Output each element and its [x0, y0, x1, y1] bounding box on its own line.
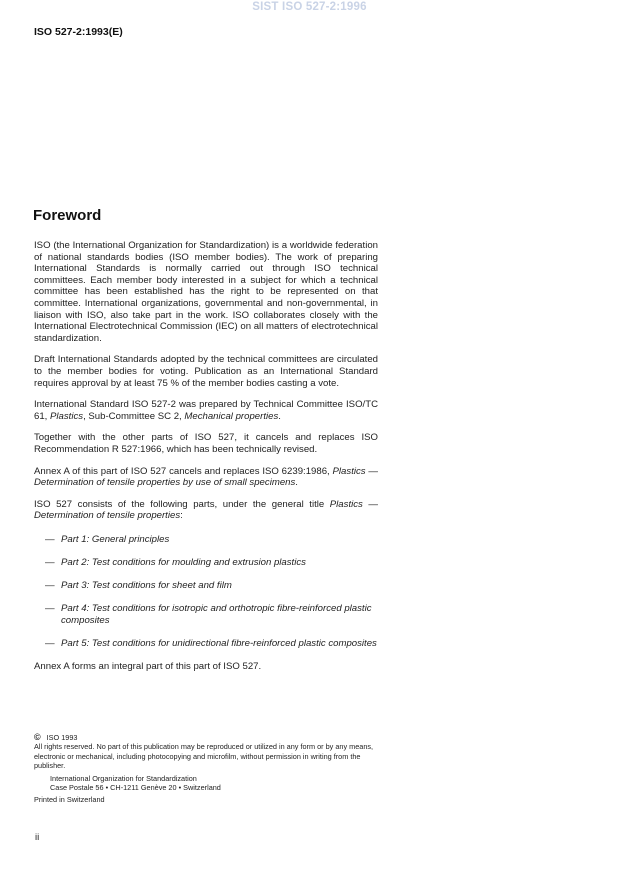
- copyright-icon: ©: [34, 732, 41, 742]
- watermark-text: SIST ISO 527-2:1996: [252, 1, 367, 13]
- rights-statement: All rights reserved. No part of this publication may be reproduced or utilized in any form or by any means, electronic or mechanical, including photocopying and microfilm, without permission in writing from the publisher.: [34, 742, 374, 771]
- list-item: — Part 3: Test conditions for sheet and film: [45, 580, 232, 592]
- dash-bullet: —: [45, 533, 55, 545]
- paragraph-replaces: Together with the other parts of ISO 527, it cancels and replaces ISO Recommendation R 527:1966, which has been technically revised.: [34, 432, 378, 455]
- list-item: — Part 2: Test conditions for moulding and extrusion plastics: [45, 556, 306, 568]
- paragraph-draft-standards: Draft International Standards adopted by the technical committees are circulated to the member bodies for voting. Publication as an International Standard requires approval by at least 75 % of the member bodies casting a vote.: [34, 354, 378, 389]
- copyright-year: ISO 1993: [46, 733, 78, 742]
- list-item: — Part 4: Test conditions for isotropic and orthotropic fibre-reinforced plastic composites: [45, 603, 372, 626]
- paragraph-annex-integral: Annex A forms an integral part of this part of ISO 527.: [34, 661, 262, 673]
- list-item: — Part 5: Test conditions for unidirectional fibre-reinforced plastic composites: [45, 637, 377, 649]
- list-item: — Part 1: General principles: [45, 533, 170, 545]
- publisher-address: Case Postale 56 • CH-1211 Genève 20 • Switzerland: [50, 783, 221, 793]
- copyright-block: [34, 733, 380, 805]
- paragraph-iso-intro: ISO (the International Organization for Standardization) is a worldwide federation of national standards bodies (ISO member bodies). The work of preparing International Standards is normally carried out through ISO technical committees. Each member body interested in a subject for which a technical committee has been established has the right to be represented on that committee. International organizations, governmental and non-governmental, in liaison with ISO, also take part in the work. ISO collaborates closely with the International Electrotechnical Commission (IEC) on all matters of electrotechnical standardization.: [34, 240, 378, 344]
- document-id: ISO 527-2:1993(E): [34, 26, 123, 38]
- printed-in: Printed in Switzerland: [34, 795, 105, 805]
- dash-bullet: —: [45, 637, 55, 649]
- dash-bullet: —: [45, 580, 55, 592]
- dash-bullet: —: [45, 556, 55, 568]
- section-title: Foreword: [33, 207, 102, 224]
- publisher-name: International Organization for Standardization: [50, 773, 197, 783]
- foreword-body: [34, 240, 378, 683]
- paragraph-parts-intro: ISO 527 consists of the following parts, under the general title Plastics — Determination of tensile properties:: [34, 498, 378, 522]
- paragraph-annex-a: Annex A of this part of ISO 527 cancels and replaces ISO 6239:1986, Plastics — Determination of tensile properties by use of small specimens.: [34, 465, 378, 489]
- copyright-line: [34, 733, 380, 742]
- parts-list: [34, 534, 378, 650]
- dash-bullet: —: [45, 603, 55, 615]
- paragraph-prepared-by: International Standard ISO 527-2 was prepared by Technical Committee ISO/TC 61, Plastics, Sub-Committee SC 2, Mechanical properties.: [34, 399, 378, 422]
- page-number: ii: [35, 832, 40, 843]
